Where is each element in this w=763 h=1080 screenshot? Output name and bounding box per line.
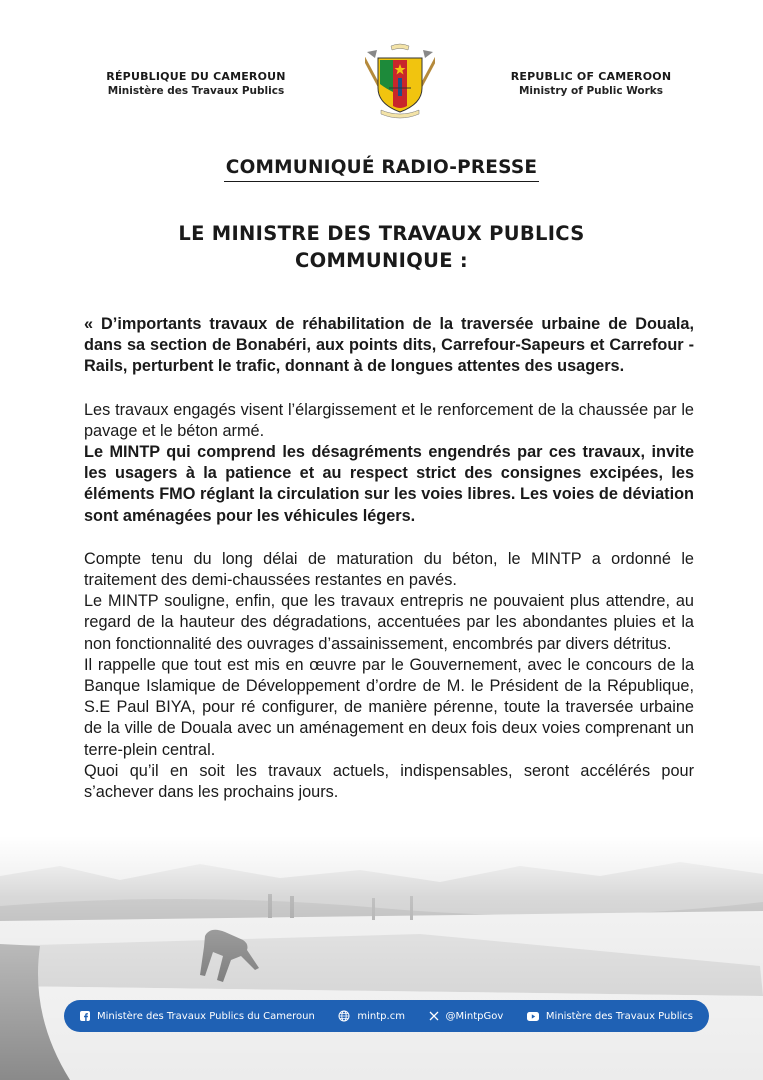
header-left bbox=[66, 69, 326, 98]
footer-facebook[interactable] bbox=[80, 1011, 315, 1022]
republic-name-fr: RÉPUBLIQUE DU CAMEROUN bbox=[106, 70, 286, 83]
minister-title-line1: LE MINISTRE DES TRAVAUX PUBLICS bbox=[178, 222, 585, 245]
website-label: mintp.cm bbox=[357, 1010, 405, 1022]
communique-title bbox=[0, 157, 763, 182]
paragraph-appeal: Le MINTP qui comprend les désagréments engendrés par ces travaux, invite les usagers à la patience et au respect strict des consignes excipées, les éléments FMO réglant la circulation sur les voies libres. Les voies de déviation sont aménagées pour les véhicules légers. bbox=[84, 443, 694, 525]
facebook-icon bbox=[80, 1011, 90, 1021]
footer-x[interactable] bbox=[429, 1011, 504, 1022]
minister-title bbox=[0, 220, 763, 274]
facebook-label: Ministère des Travaux Publics du Cameroun bbox=[97, 1010, 315, 1022]
youtube-icon bbox=[527, 1012, 539, 1021]
coat-of-arms-icon bbox=[365, 40, 435, 120]
republic-name-en: REPUBLIC OF CAMEROON bbox=[510, 70, 672, 83]
paragraph-works: Les travaux engagés visent l’élargissement et le renforcement de la chaussée par le pavage et le béton armé. bbox=[84, 400, 694, 440]
ministry-name-en: Ministry of Public Works bbox=[518, 85, 664, 97]
paragraph-government: Il rappelle que tout est mis en œuvre par le Gouvernement, avec le concours de la Banque Islamique de Développement d’ordre de M. le Président de la République, S.E Paul BIYA, pour ré configurer, de manière pérenne, toute la traversée urbaine de la ville de Douala avec un aménagement en deux fois deux voies comprenant un terre-plein central. bbox=[84, 655, 694, 759]
x-label: @MintpGov bbox=[445, 1010, 504, 1022]
ministry-name-fr: Ministère des Travaux Publics bbox=[107, 85, 285, 97]
footer-youtube[interactable] bbox=[527, 1011, 693, 1022]
footer-social-bar bbox=[64, 1000, 709, 1032]
minister-title-line2: COMMUNIQUE : bbox=[294, 249, 469, 272]
youtube-label: Ministère des Travaux Publics bbox=[545, 1010, 693, 1022]
paragraph-concrete: Compte tenu du long délai de maturation du béton, le MINTP a ordonné le traitement des demi-chaussées restantes en pavés. bbox=[84, 549, 694, 590]
background-photo-worksite bbox=[0, 836, 763, 1080]
communique-body bbox=[84, 314, 694, 803]
paragraph-conclusion: Quoi qu’il en soit les travaux actuels, indispensables, seront accélérés pour s’achever dans les prochains jours. bbox=[84, 761, 694, 802]
globe-icon bbox=[338, 1010, 350, 1022]
footer-website[interactable] bbox=[338, 1010, 405, 1022]
header-right bbox=[461, 69, 721, 98]
communique-title-text: COMMUNIQUÉ RADIO-PRESSE bbox=[224, 157, 539, 182]
x-icon bbox=[429, 1011, 439, 1021]
paragraph-intro: « D’importants travaux de réhabilitation de la traversée urbaine de Douala, dans sa section de Bonabéri, aux points dits, Carrefour-Sapeurs et Carrefour -Rails, perturbent le trafic, donnant à de longues attentes des usagers. bbox=[84, 315, 694, 376]
paragraph-urgency: Le MINTP souligne, enfin, que les travaux entrepris ne pouvaient plus attendre, au regard de la hauteur des dégradations, accentuées par les abondantes pluies et la non fonctionnalité des ouvrages d’assainissement, encombrés par divers détritus. bbox=[84, 592, 694, 653]
